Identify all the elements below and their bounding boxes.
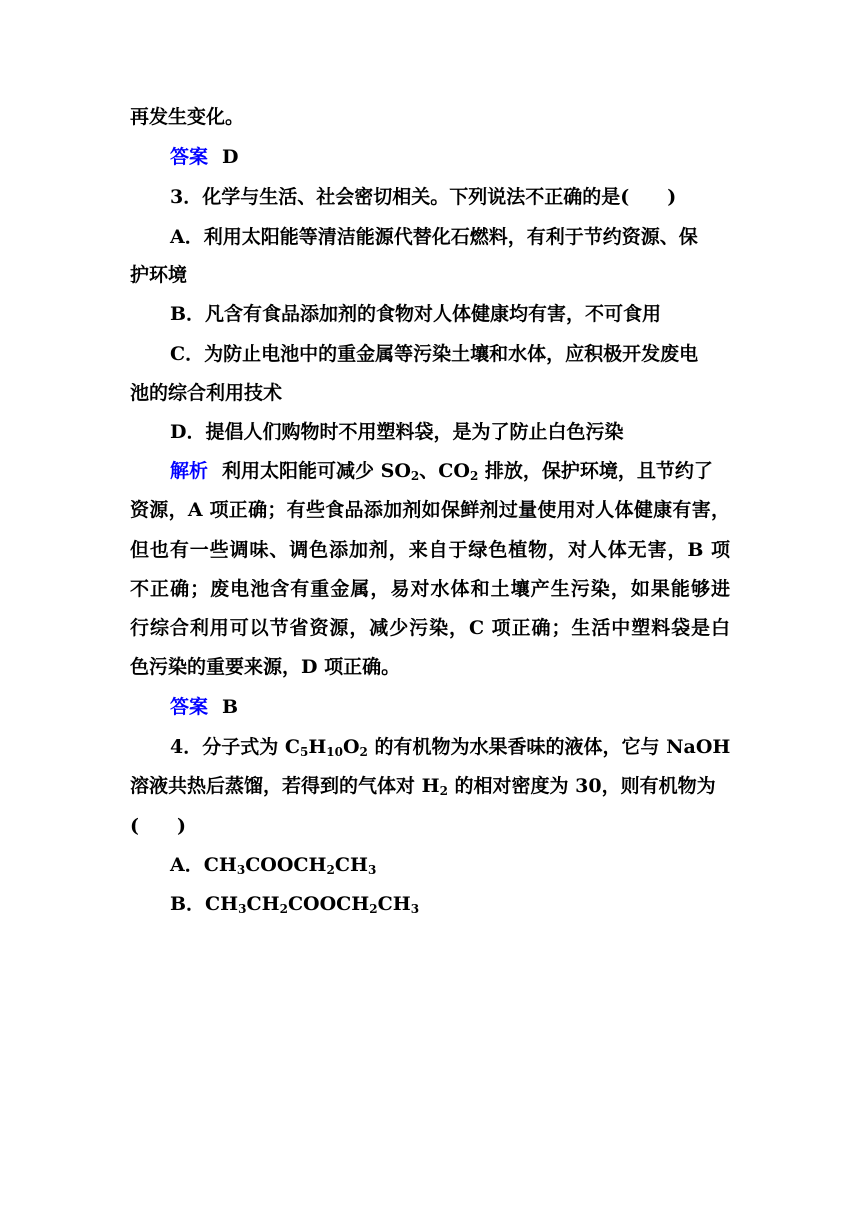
answer-line (170, 144, 239, 170)
formula-text: COOCH (287, 893, 370, 915)
option-c-continued: 池的综合利用技术 (130, 382, 283, 404)
formula-text: A．CH (170, 854, 237, 876)
stem-text: 溶液共热后蒸馏，若得到的气体对 H (130, 775, 440, 797)
subscript: 3 (367, 863, 377, 877)
analysis-line: 但也有一些调味、调色添加剂，来自于绿色植物，对人体无害，B 项 (130, 539, 730, 561)
subscript: 3 (236, 863, 246, 877)
option-a (170, 852, 376, 878)
formula-text: CH (377, 893, 411, 915)
question-stem: 3．化学与生活、社会密切相关。下列说法不正确的是( ) (170, 186, 677, 208)
subscript: 2 (369, 902, 378, 916)
subscript: 2 (279, 902, 288, 916)
stem-text: 的相对密度为 30，则有机物为 (447, 775, 716, 797)
formula-text: CH (334, 854, 368, 876)
answer-blank: ( ) (130, 815, 186, 837)
analysis-text: 、CO (419, 460, 470, 482)
subscript: 2 (439, 784, 448, 798)
subscript: 2 (326, 863, 335, 877)
subscript: 3 (238, 902, 247, 916)
analysis-text: 排放，保护环境，且节约了 (478, 460, 713, 482)
option-c: C．为防止电池中的重金属等污染土壤和水体，应积极开发废电 (170, 343, 699, 365)
answer-label: 答案 (170, 146, 209, 168)
subscript: 5 (299, 745, 309, 759)
analysis-line: 行综合利用可以节省资源，减少污染，C 项正确；生活中塑料袋是白 (130, 617, 730, 639)
analysis-line (170, 458, 713, 484)
analysis-line: 色污染的重要来源，D 项正确。 (130, 656, 401, 678)
subscript: 2 (359, 745, 368, 759)
option-b (170, 891, 419, 917)
analysis-label: 解析 (170, 460, 209, 482)
stem-text: 4．分子式为 C (170, 736, 300, 758)
subscript: 2 (410, 469, 420, 483)
option-b: B．凡含有食品添加剂的食物对人体健康均有害，不可食用 (170, 303, 662, 325)
answer-value: D (222, 146, 239, 168)
option-a: A．利用太阳能等清洁能源代替化石燃料，有利于节约资源、保 (170, 226, 698, 248)
subscript: 3 (410, 902, 420, 916)
option-a-continued: 护环境 (130, 264, 188, 286)
answer-line (170, 694, 238, 720)
question-stem-continued (130, 773, 716, 799)
formula-text: CH (246, 893, 280, 915)
subscript: 10 (326, 745, 343, 759)
stem-text: O (342, 736, 360, 758)
answer-label: 答案 (170, 696, 209, 718)
question-stem (170, 734, 730, 760)
option-d: D．提倡人们购物时不用塑料袋，是为了防止白色污染 (170, 421, 624, 443)
stem-text: 的有机物为水果香味的液体，它与 NaOH (367, 736, 731, 758)
answer-value: B (222, 696, 239, 718)
text-line: 再发生变化。 (130, 106, 245, 128)
subscript: 2 (469, 469, 479, 483)
analysis-line: 不正确；废电池含有重金属，易对水体和土壤产生污染，如果能够进 (130, 578, 730, 600)
formula-text: B．CH (170, 893, 239, 915)
analysis-text: 利用太阳能可减少 SO (222, 460, 411, 482)
analysis-line: 资源，A 项正确；有些食品添加剂如保鲜剂过量使用对人体健康有害， (130, 499, 730, 521)
formula-text: COOCH (245, 854, 327, 876)
stem-text: H (308, 736, 327, 758)
